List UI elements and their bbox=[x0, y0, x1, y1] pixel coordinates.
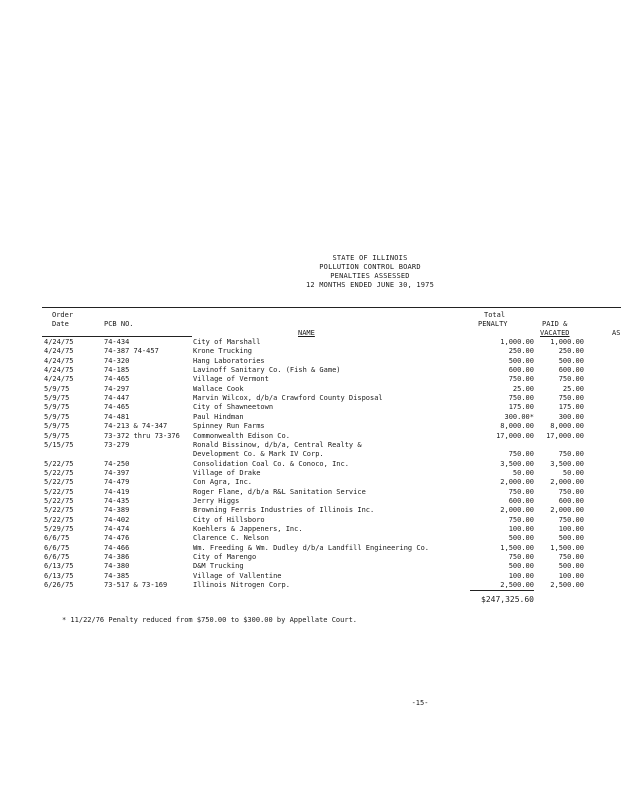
row-paid: 100.00 bbox=[558, 571, 584, 580]
col-paid-line1: PAID & bbox=[542, 320, 568, 328]
row-penalty: 250.00 bbox=[508, 347, 534, 356]
row-name: Wallace Cook bbox=[193, 384, 244, 393]
row-date: 4/24/75 bbox=[44, 366, 74, 375]
col-order-line1: Order bbox=[52, 311, 74, 319]
page-number: -15- bbox=[411, 699, 429, 707]
col-file-no: PCB NO. bbox=[104, 320, 134, 328]
row-date: 6/13/75 bbox=[44, 571, 74, 580]
table-row bbox=[0, 403, 621, 412]
header-rule-bottom bbox=[42, 336, 192, 337]
row-name: City of Marshall bbox=[193, 338, 261, 346]
row-date: 5/9/75 bbox=[44, 384, 70, 393]
row-date: 6/6/75 bbox=[44, 534, 70, 543]
row-date: 5/22/75 bbox=[44, 459, 74, 468]
row-name: Browning Ferris Industries of Illinois Inc. bbox=[193, 506, 375, 515]
row-date: 5/22/75 bbox=[44, 468, 74, 477]
row-name: Consolidation Coal Co. & Conoco, Inc. bbox=[193, 459, 349, 468]
row-date: 6/26/75 bbox=[44, 581, 74, 590]
row-name: Krone Trucking bbox=[193, 347, 253, 356]
row-name: Development Co. & Mark IV Corp. bbox=[193, 450, 324, 459]
row-file-no: 74-385 bbox=[104, 571, 130, 580]
row-paid: 300.00 bbox=[558, 412, 584, 421]
row-penalty: 600.00 bbox=[508, 496, 534, 505]
row-date: 5/22/75 bbox=[44, 487, 74, 496]
row-file-no: 74-250 bbox=[104, 459, 130, 468]
row-name: Hang Laboratories bbox=[193, 356, 265, 365]
row-penalty: 750.00 bbox=[508, 515, 534, 524]
row-file-no: 73-372 thru 73-376 bbox=[104, 431, 180, 440]
row-name: City of Hillsboro bbox=[193, 515, 265, 524]
table-row bbox=[0, 506, 621, 515]
table-row bbox=[0, 581, 621, 590]
row-file-no: 74-435 bbox=[104, 496, 130, 505]
row-paid: 750.00 bbox=[558, 450, 584, 459]
table-row bbox=[0, 534, 621, 543]
row-paid: 750.00 bbox=[558, 553, 584, 562]
row-paid: 600.00 bbox=[558, 496, 584, 505]
row-date: 5/29/75 bbox=[44, 525, 74, 533]
row-date: 5/22/75 bbox=[44, 496, 74, 505]
table-row bbox=[0, 338, 621, 347]
row-name: Clarence C. Nelson bbox=[193, 534, 269, 543]
header-period: 12 MONTHS ENDED JUNE 30, 1975 bbox=[305, 281, 435, 289]
col-total-line2: PENALTY bbox=[478, 320, 508, 328]
row-penalty: 2,000.00 bbox=[500, 478, 534, 487]
row-name: D&M Trucking bbox=[193, 562, 244, 571]
row-name: Koehlers & Jappeners, Inc. bbox=[193, 525, 303, 533]
row-file-no: 74-387 74-457 bbox=[104, 347, 159, 356]
row-file-no: 74-466 bbox=[104, 543, 130, 552]
col-name: NAME bbox=[298, 329, 315, 337]
row-name: City of Shawneetown bbox=[193, 403, 274, 412]
row-penalty: 3,500.00 bbox=[500, 459, 534, 468]
row-date: 4/24/75 bbox=[44, 356, 74, 365]
row-date: 4/24/75 bbox=[44, 347, 74, 356]
header-board: POLLUTION CONTROL BOARD bbox=[319, 263, 421, 271]
footnote: * 11/22/76 Penalty reduced from $750.00 to $300.00 by Appellate Court. bbox=[62, 616, 358, 624]
row-file-no: 74-434 bbox=[104, 338, 130, 346]
row-paid: 175.00 bbox=[558, 403, 584, 412]
row-name: Village of Vermont bbox=[193, 375, 269, 384]
row-penalty: 100.00 bbox=[508, 571, 534, 580]
row-date: 6/6/75 bbox=[44, 543, 70, 552]
row-penalty: 175.00 bbox=[508, 403, 534, 412]
row-date: 5/15/75 bbox=[44, 440, 74, 449]
row-file-no: 74-320 bbox=[104, 356, 130, 365]
row-penalty: 750.00 bbox=[508, 375, 534, 384]
row-paid: 1,500.00 bbox=[550, 543, 584, 552]
row-paid: 1,000.00 bbox=[550, 338, 584, 346]
row-paid: 100.00 bbox=[558, 525, 584, 533]
table-row bbox=[0, 450, 621, 459]
table-row bbox=[0, 422, 621, 431]
col-order-line2: Date bbox=[52, 320, 69, 328]
col-paid-line2: VACATED bbox=[540, 329, 570, 337]
row-name: Spinney Run Farms bbox=[193, 422, 265, 431]
row-paid: 2,000.00 bbox=[550, 478, 584, 487]
table-row bbox=[0, 366, 621, 375]
row-date: 4/24/75 bbox=[44, 338, 74, 346]
row-paid: 500.00 bbox=[558, 562, 584, 571]
table-row bbox=[0, 478, 621, 487]
row-date: 5/9/75 bbox=[44, 394, 70, 403]
table-row bbox=[0, 357, 621, 366]
row-paid: 500.00 bbox=[558, 534, 584, 543]
row-file-no: 74-397 bbox=[104, 468, 130, 477]
row-paid: 250.00 bbox=[558, 347, 584, 356]
table-row bbox=[0, 488, 621, 497]
row-name: Illinois Nitrogen Corp. bbox=[193, 581, 290, 590]
row-name: Con Agra, Inc. bbox=[193, 478, 253, 487]
row-file-no: 74-213 & 74-347 bbox=[104, 422, 168, 431]
row-paid: 25.00 bbox=[562, 384, 584, 393]
table-row bbox=[0, 441, 621, 450]
row-date: 5/9/75 bbox=[44, 403, 70, 412]
table-row bbox=[0, 413, 621, 422]
table-row bbox=[0, 385, 621, 394]
table-row bbox=[0, 375, 621, 384]
row-penalty: 50.00 bbox=[512, 468, 534, 477]
row-file-no: 73-517 & 73-169 bbox=[104, 581, 168, 590]
table-row bbox=[0, 544, 621, 553]
row-name: Commonwealth Edison Co. bbox=[193, 431, 290, 440]
row-date: 5/9/75 bbox=[44, 431, 70, 440]
table-row bbox=[0, 516, 621, 525]
row-date: 5/9/75 bbox=[44, 412, 70, 421]
row-penalty: 750.00 bbox=[508, 450, 534, 459]
row-file-no: 74-447 bbox=[104, 394, 130, 403]
row-date: 5/22/75 bbox=[44, 515, 74, 524]
table-row bbox=[0, 572, 621, 581]
row-penalty: 750.00 bbox=[508, 553, 534, 562]
row-file-no: 74-465 bbox=[104, 375, 130, 384]
row-penalty: 750.00 bbox=[508, 487, 534, 496]
table-row bbox=[0, 394, 621, 403]
table-row bbox=[0, 347, 621, 356]
row-penalty: 25.00 bbox=[512, 384, 534, 393]
total-rule bbox=[470, 590, 534, 591]
grand-total: $247,325.60 bbox=[481, 595, 534, 604]
row-penalty: 500.00 bbox=[508, 356, 534, 365]
row-file-no: 74-297 bbox=[104, 384, 130, 393]
row-file-no: 74-479 bbox=[104, 478, 130, 487]
row-paid: 600.00 bbox=[558, 366, 584, 375]
row-file-no: 74-380 bbox=[104, 562, 130, 571]
row-penalty: 500.00 bbox=[508, 534, 534, 543]
row-penalty: 2,000.00 bbox=[500, 506, 534, 515]
row-penalty: 500.00 bbox=[508, 562, 534, 571]
row-penalty: 2,500.00 bbox=[500, 581, 534, 590]
header-state: STATE OF ILLINOIS bbox=[332, 254, 408, 262]
row-file-no: 74-185 bbox=[104, 366, 130, 375]
row-name: Ronald Bissinow, d/b/a, Central Realty & bbox=[193, 440, 362, 449]
row-paid: 50.00 bbox=[562, 468, 584, 477]
report-header bbox=[250, 254, 490, 290]
row-name: Wm. Freeding & Wm. Dudley d/b/a Landfill Engineering Co. bbox=[193, 543, 430, 552]
row-paid: 750.00 bbox=[558, 515, 584, 524]
row-file-no: 74-474 bbox=[104, 525, 130, 533]
row-date: 6/6/75 bbox=[44, 553, 70, 562]
row-file-no: 74-386 bbox=[104, 553, 130, 562]
row-paid: 500.00 bbox=[558, 356, 584, 365]
row-penalty: 600.00 bbox=[508, 366, 534, 375]
col-cut-off: AS bbox=[612, 329, 621, 337]
row-file-no: 74-389 bbox=[104, 506, 130, 515]
row-penalty: 1,000.00 bbox=[500, 338, 534, 346]
row-paid: 2,000.00 bbox=[550, 506, 584, 515]
row-name: Jerry Higgs bbox=[193, 496, 240, 505]
row-date: 5/22/75 bbox=[44, 478, 74, 487]
table-row bbox=[0, 553, 621, 562]
table-row bbox=[0, 460, 621, 469]
row-paid: 3,500.00 bbox=[550, 459, 584, 468]
row-penalty: 100.00 bbox=[508, 525, 534, 533]
row-date: 5/22/75 bbox=[44, 506, 74, 515]
row-penalty: 300.00* bbox=[504, 412, 534, 421]
table-row bbox=[0, 525, 621, 534]
row-file-no: 74-476 bbox=[104, 534, 130, 543]
row-paid: 750.00 bbox=[558, 394, 584, 403]
row-name: Lavinoff Sanitary Co. (Fish & Game) bbox=[193, 366, 341, 375]
table-row bbox=[0, 562, 621, 571]
row-paid: 750.00 bbox=[558, 375, 584, 384]
header-title: PENALTIES ASSESSED bbox=[330, 272, 410, 280]
row-file-no: 74-402 bbox=[104, 515, 130, 524]
row-file-no: 74-419 bbox=[104, 487, 130, 496]
table-row bbox=[0, 469, 621, 478]
row-penalty: 8,000.00 bbox=[500, 422, 534, 431]
row-name: Marvin Wilcox, d/b/a Crawford County Disposal bbox=[193, 394, 383, 403]
row-paid: 8,000.00 bbox=[550, 422, 584, 431]
row-date: 6/13/75 bbox=[44, 562, 74, 571]
row-name: City of Marengo bbox=[193, 553, 257, 562]
col-total-line1: Total bbox=[484, 311, 506, 319]
table-row bbox=[0, 432, 621, 441]
row-paid: 17,000.00 bbox=[546, 431, 584, 440]
row-paid: 750.00 bbox=[558, 487, 584, 496]
row-file-no: 74-465 bbox=[104, 403, 130, 412]
row-penalty: 750.00 bbox=[508, 394, 534, 403]
row-name: Roger Flane, d/b/a R&L Sanitation Service bbox=[193, 487, 366, 496]
row-date: 5/9/75 bbox=[44, 422, 70, 431]
row-paid: 2,500.00 bbox=[550, 581, 584, 590]
row-file-no: 74-481 bbox=[104, 412, 130, 421]
row-file-no: 73-279 bbox=[104, 440, 130, 449]
table-row bbox=[0, 497, 621, 506]
row-penalty: 17,000.00 bbox=[496, 431, 534, 440]
row-name: Paul Hindman bbox=[193, 412, 244, 421]
row-name: Village of Vallentine bbox=[193, 571, 282, 580]
header-rule-top bbox=[42, 307, 621, 308]
row-date: 4/24/75 bbox=[44, 375, 74, 384]
row-name: Village of Drake bbox=[193, 468, 261, 477]
row-penalty: 1,500.00 bbox=[500, 543, 534, 552]
